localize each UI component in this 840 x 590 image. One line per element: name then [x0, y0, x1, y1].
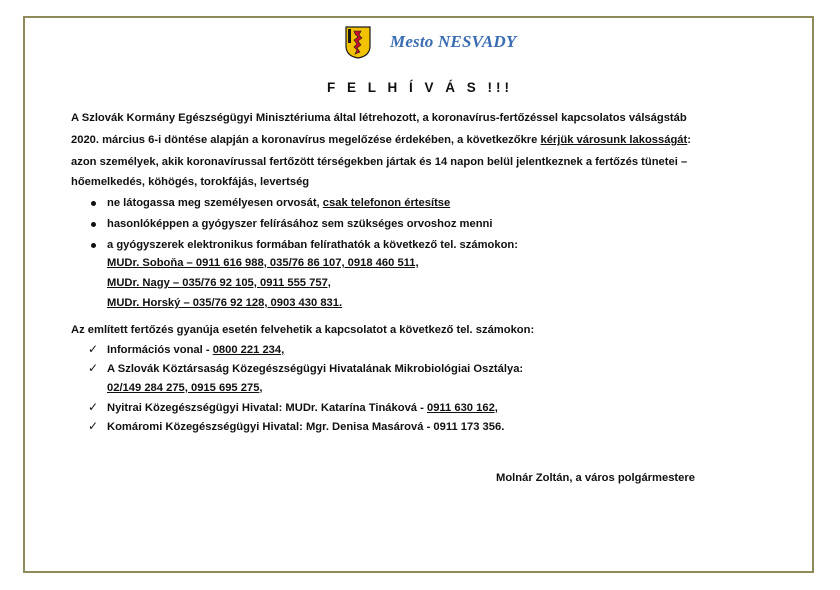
- checkmark-icon: ✓: [88, 419, 99, 433]
- header: [345, 24, 517, 60]
- checkmark-icon: ✓: [88, 400, 99, 414]
- page-title: F E L H Í V Á S !!!: [326, 80, 513, 95]
- bullet-icon: [91, 201, 96, 206]
- bullet-item-1-text: ne látogassa meg személyesen orvosát,: [107, 197, 323, 209]
- contact-microbiology: A Szlovák Köztársaság Közegészségügyi Hivatalának Mikrobiológiai Osztálya:: [107, 363, 524, 375]
- contact-info-line-label: Információs vonal -: [107, 344, 213, 356]
- bullet-item-1: [107, 196, 450, 210]
- doctor-horsky: MUDr. Horský – 035/76 92 128, 0903 430 831.: [107, 297, 343, 309]
- intro-line-1: A Szlovák Kormány Egészségügyi Minisztériuma által létrehozott, a koronavírus-fertőzéssel kapcsolatos válságstáb: [71, 112, 687, 124]
- bullet-item-3: a gyógyszerek elektronikus formában felírathatók a következő tel. számokon:: [107, 239, 518, 251]
- signature: Molnár Zoltán, a város polgármestere: [496, 472, 695, 484]
- contacts-intro: Az említett fertőzés gyanúja esetén felvehetik a kapcsolatot a következő tel. számokon:: [71, 324, 535, 336]
- intro-line-3: azon személyek, akik koronavírussal fertőzött térségekben jártak és 14 napon belül jelentkeznek a fertőzés tünetei –: [71, 156, 688, 168]
- checkmark-icon: ✓: [88, 361, 99, 375]
- town-name: Mesto NESVADY: [390, 32, 517, 51]
- contact-komarno: Komáromi Közegészségügyi Hivatal: Mgr. Denisa Masárová - 0911 173 356.: [107, 421, 505, 433]
- contact-microbiology-number: 02/149 284 275, 0915 695 275: [107, 382, 260, 394]
- intro-emphasis: kérjük városunk lakosságát: [540, 134, 688, 146]
- bullet-icon: [91, 243, 96, 248]
- doctor-soboña: MUDr. Soboňa – 0911 616 988, 035/76 86 107, 0918 460 511,: [107, 257, 419, 269]
- contact-info-line: [107, 343, 284, 357]
- contact-nitra: [107, 401, 498, 415]
- page-border: [23, 16, 814, 573]
- bullet-item-1-emphasis: csak telefonon értesítse: [322, 197, 451, 209]
- intro-line-4: hőemelkedés, köhögés, torokfájás, levertség: [71, 176, 310, 188]
- contact-nitra-label: Nyitrai Közegészségügyi Hivatal: MUDr. Katarína Tináková -: [107, 402, 427, 414]
- intro-colon: :: [687, 134, 691, 146]
- doctor-nagy: MUDr. Nagy – 035/76 92 105, 0911 555 757,: [107, 277, 331, 289]
- contact-nitra-number: 0911 630 162,: [426, 402, 498, 414]
- intro-line-2-text: 2020. március 6-i döntése alapján a koronavírus megelőzése érdekében, a következőkre: [71, 134, 541, 146]
- bullet-icon: [91, 222, 96, 227]
- contact-microbiology-comma: ,: [259, 382, 263, 394]
- contact-info-line-number: 0800 221 234,: [212, 344, 285, 356]
- coat-of-arms-icon: [345, 26, 371, 59]
- intro-line-2: [71, 133, 691, 147]
- bullet-item-2: hasonlóképpen a gyógyszer felírásához sem szükséges orvoshoz menni: [107, 218, 493, 230]
- contact-microbiology-numbers: [107, 381, 263, 395]
- checkmark-icon: ✓: [88, 342, 99, 356]
